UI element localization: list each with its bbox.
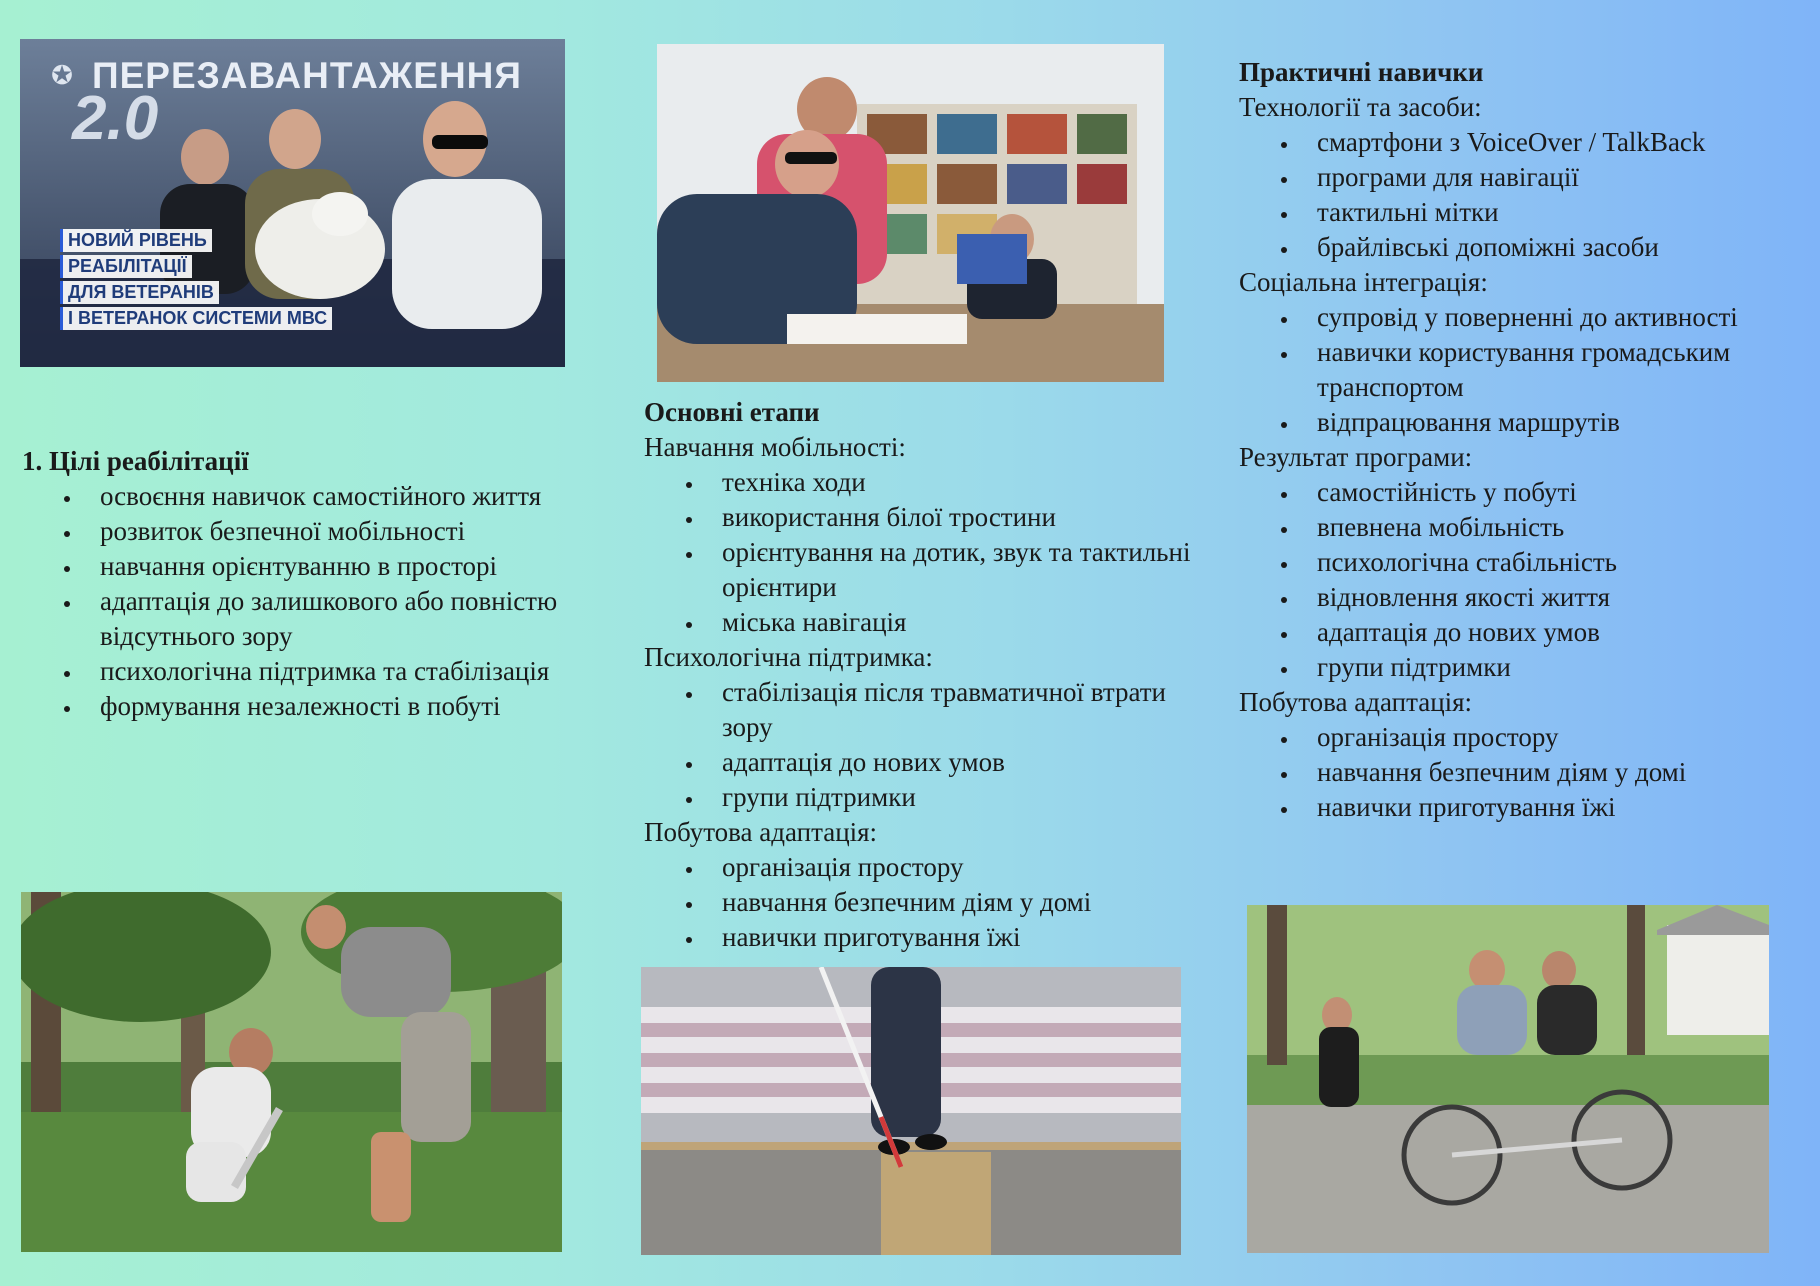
main-stages-section [644, 395, 1204, 955]
rehab-goals-list [22, 479, 582, 724]
police-emblem-icon: ✪ [51, 61, 73, 90]
rehab-goals-section [22, 444, 582, 724]
library-photo-image [657, 44, 1164, 382]
list-item: техніка ходи [644, 465, 1204, 500]
list-item: навчання безпечним діям у домі [644, 885, 1204, 920]
crosswalk-photo-image [641, 967, 1181, 1255]
library-photo [657, 44, 1164, 382]
list-item: смартфони з VoiceOver / TalkBack [1239, 125, 1809, 160]
banner-line: ДЛЯ ВЕТЕРАНІВ [60, 281, 219, 304]
list-item: супровід у поверненні до активності [1239, 300, 1809, 335]
golf-photo [21, 892, 562, 1252]
list-item: програми для навігації [1239, 160, 1809, 195]
list-item: відновлення якості життя [1239, 580, 1809, 615]
list-item: психологічна стабільність [1239, 545, 1809, 580]
list-item: міська навігація [644, 605, 1204, 640]
list-item: адаптація до нових умов [1239, 615, 1809, 650]
list-item: освоєння навичок самостійного життя [22, 479, 582, 514]
banner-line: І ВЕТЕРАНОК СИСТЕМИ МВС [60, 307, 332, 330]
program-result-list [1239, 475, 1809, 685]
home-adaptation-list [1239, 720, 1809, 825]
list-item: навички користування громадським транспортом [1239, 335, 1809, 405]
practical-skills-heading: Практичні навички [1239, 57, 1484, 87]
list-item: використання білої тростини [644, 500, 1204, 535]
tech-tools-title: Технології та засоби: [1239, 92, 1482, 122]
golf-photo-image [21, 892, 562, 1252]
list-item: орієнтування на дотик, звук та тактильні орієнтири [644, 535, 1204, 605]
list-item: впевнена мобільність [1239, 510, 1809, 545]
tandem-bike-photo [1247, 905, 1769, 1253]
crosswalk-photo [641, 967, 1181, 1255]
list-item: організація простору [1239, 720, 1809, 755]
practical-skills-section [1239, 55, 1809, 825]
mobility-training-title: Навчання мобільності: [644, 432, 906, 462]
list-item: психологічна підтримка та стабілізація [22, 654, 582, 689]
psych-support-title: Психологічна підтримка: [644, 642, 933, 672]
list-item: групи підтримки [1239, 650, 1809, 685]
list-item: тактильні мітки [1239, 195, 1809, 230]
list-item: навчання орієнтуванню в просторі [22, 549, 582, 584]
list-item: розвиток безпечної мобільності [22, 514, 582, 549]
home-adaptation-title: Побутова адаптація: [1239, 687, 1473, 717]
list-item: навички приготування їжі [644, 920, 1204, 955]
main-stages-heading: Основні етапи [644, 397, 820, 427]
list-item: брайлівські допоміжні засоби [1239, 230, 1809, 265]
list-item: адаптація до залишкового або повністю відсутнього зору [22, 584, 582, 654]
list-item: навички приготування їжі [1239, 790, 1809, 825]
tech-tools-list [1239, 125, 1809, 265]
list-item: відпрацювання маршрутів [1239, 405, 1809, 440]
list-item: групи підтримки [644, 780, 1204, 815]
social-integration-list [1239, 300, 1809, 440]
banner-version: 2.0 [72, 84, 159, 153]
rehab-goals-heading: 1. Цілі реабілітації [22, 446, 249, 476]
list-item: самостійність у побуті [1239, 475, 1809, 510]
social-integration-title: Соціальна інтеграція: [1239, 267, 1488, 297]
banner-title: ПЕРЕЗАВАНТАЖЕННЯ [92, 55, 522, 96]
list-item: навчання безпечним діям у домі [1239, 755, 1809, 790]
home-adaptation-title: Побутова адаптація: [644, 817, 878, 847]
tandem-bike-photo-image [1247, 905, 1769, 1253]
list-item: формування незалежності в побуті [22, 689, 582, 724]
list-item: адаптація до нових умов [644, 745, 1204, 780]
list-item: стабілізація після травматичної втрати зору [644, 675, 1204, 745]
banner-line: РЕАБІЛІТАЦІЇ [60, 255, 192, 278]
mobility-training-list [644, 465, 1204, 640]
home-adaptation-list [644, 850, 1204, 955]
banner-photo [20, 39, 565, 367]
banner-line: НОВИЙ РІВЕНЬ [60, 229, 212, 252]
psych-support-list [644, 675, 1204, 815]
banner-subtitle [60, 229, 332, 333]
program-result-title: Результат програми: [1239, 442, 1473, 472]
list-item: організація простору [644, 850, 1204, 885]
